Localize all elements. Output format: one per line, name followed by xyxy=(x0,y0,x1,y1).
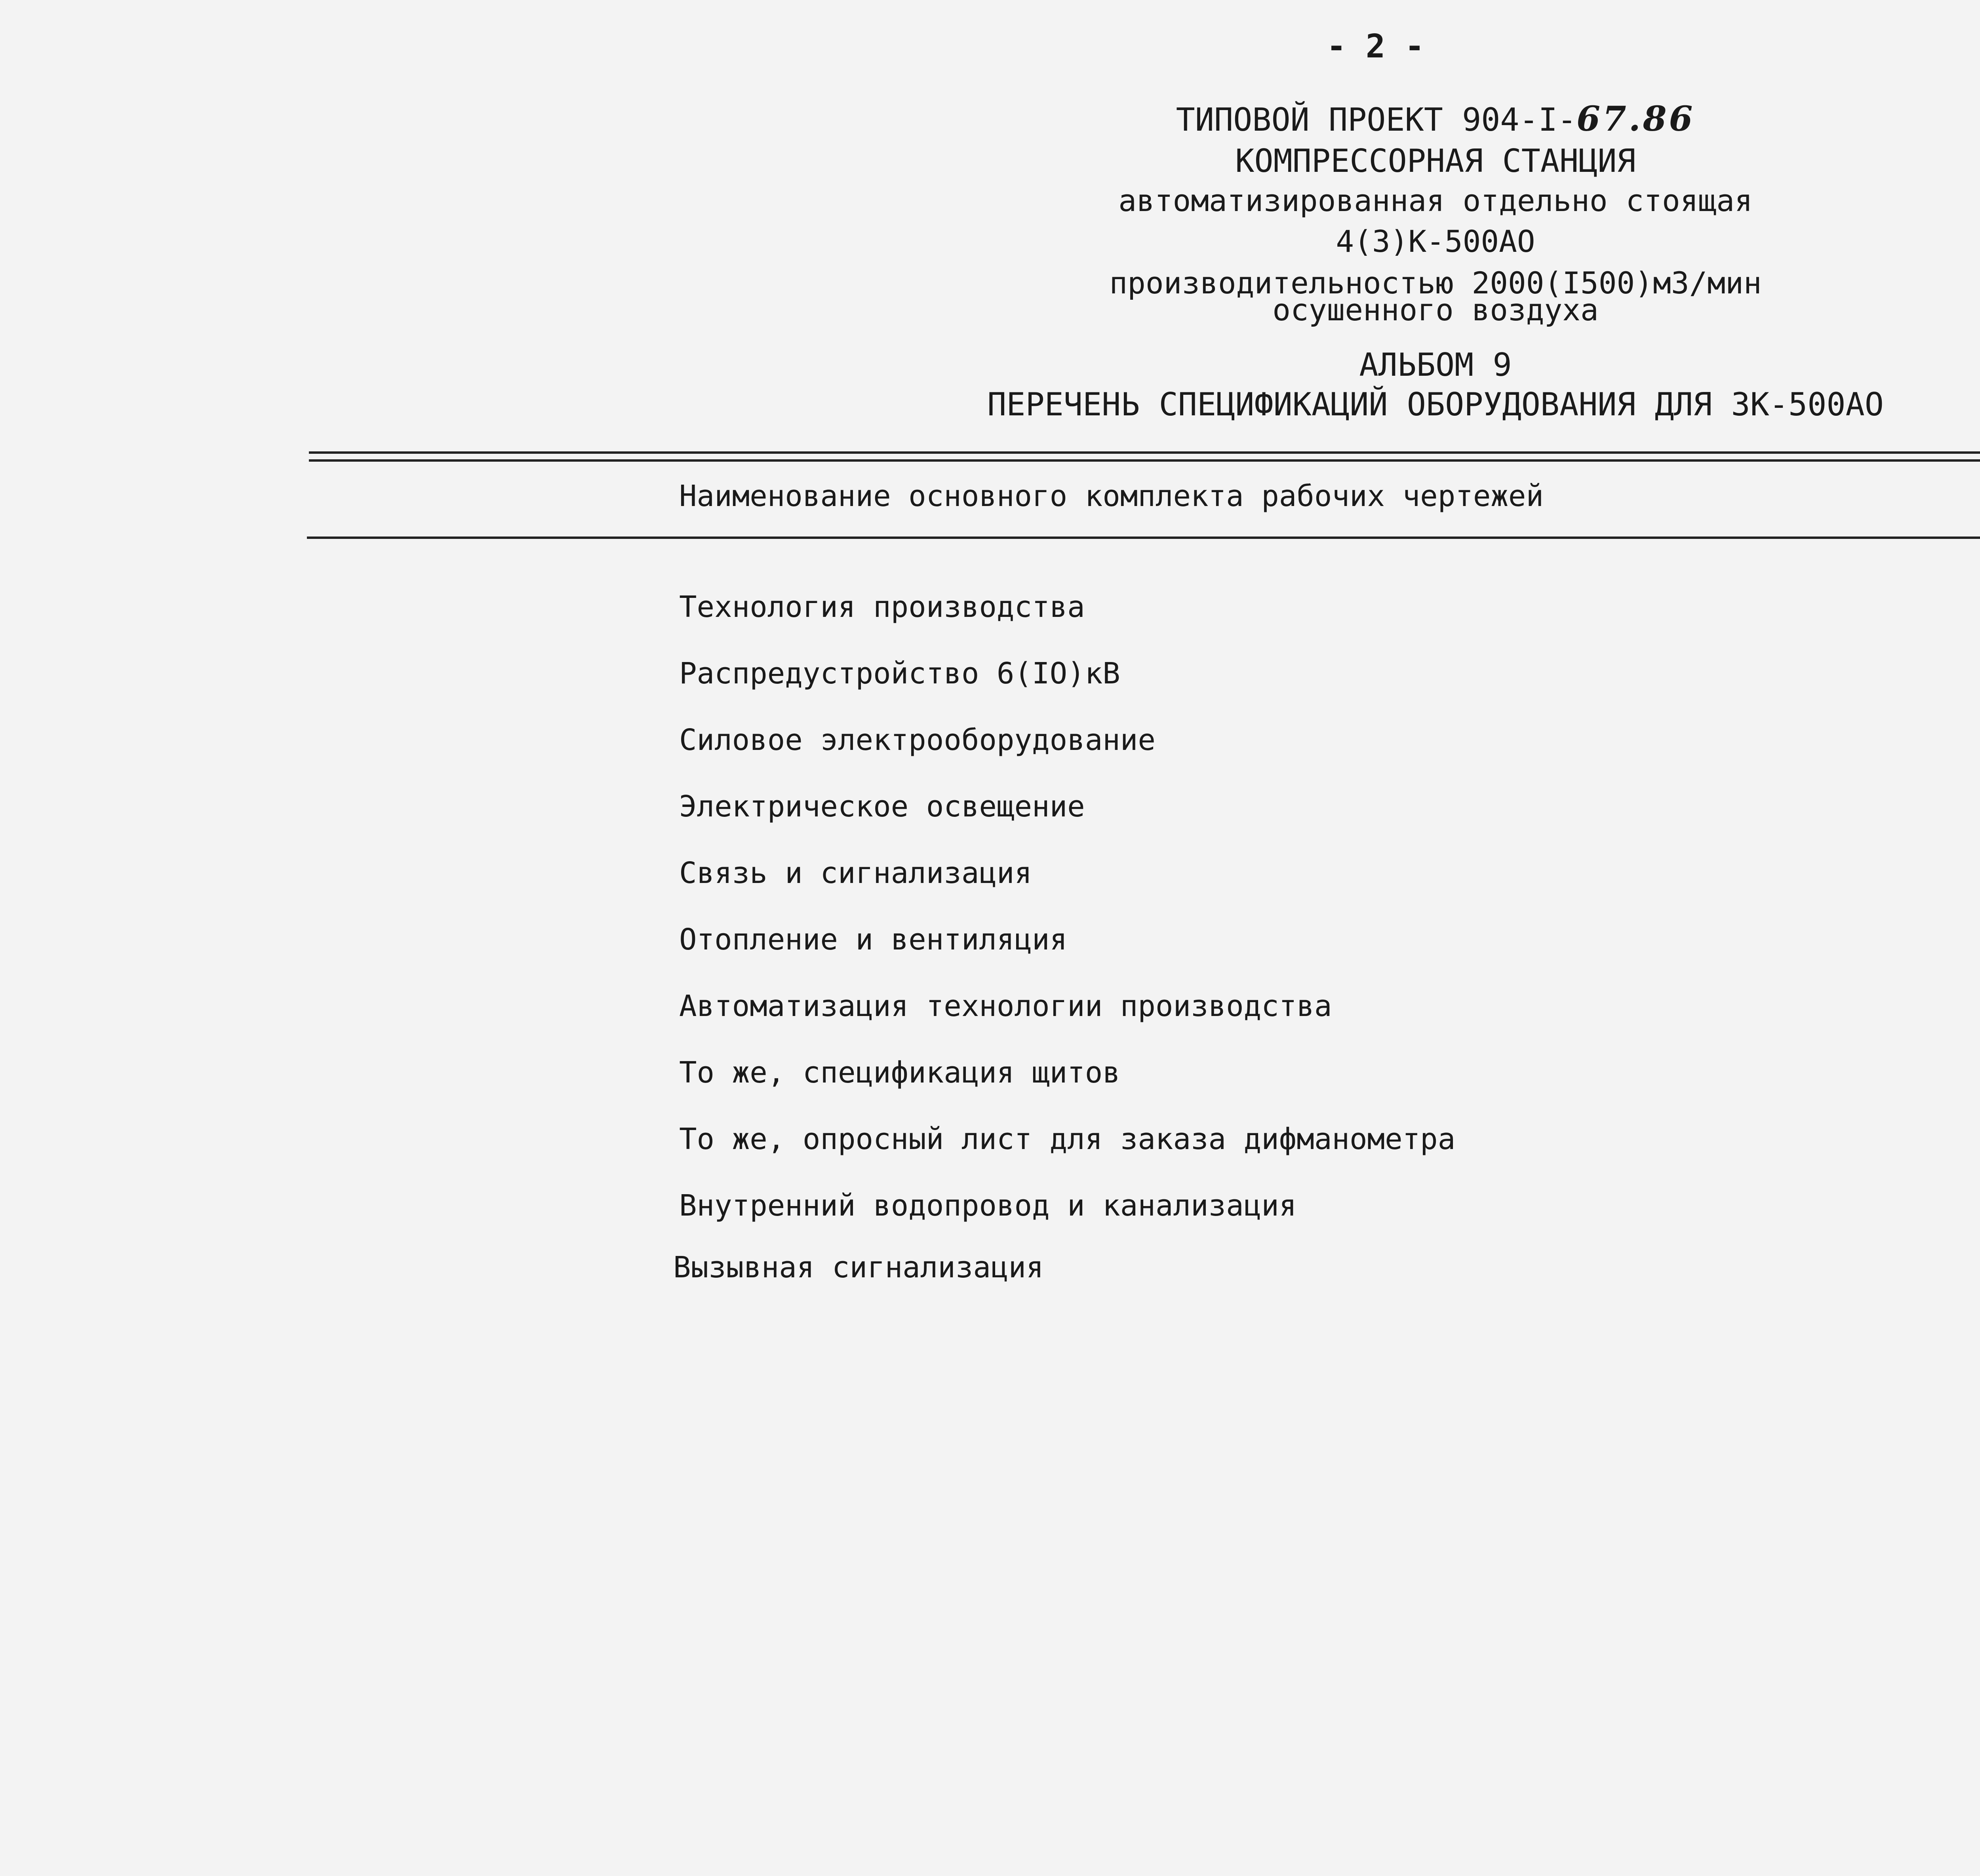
project-title-text: ТИПОВОЙ ПРОЕКТ 904-I- xyxy=(1176,101,1577,138)
document-subtitle: ПЕРЕЧЕНЬ СПЕЦИФИКАЦИЙ ОБОРУДОВАНИЯ ДЛЯ 3К-500АО xyxy=(987,386,1884,423)
project-title xyxy=(0,99,1980,139)
table-row-name: То же, спецификация щитов xyxy=(679,1056,1120,1090)
table-row-name: Технология производства xyxy=(679,590,1085,624)
station-title: КОМПРЕССОРНАЯ СТАНЦИЯ xyxy=(1235,143,1636,179)
table-row-name: Распредустройство 6(IO)кВ xyxy=(679,656,1120,691)
station-capacity-medium: осушенного воздуха xyxy=(1272,292,1599,327)
table-header-rule xyxy=(307,537,1980,539)
table-row-name: Автоматизация технологии производства xyxy=(679,989,1332,1023)
table-row-name: Отопление и вентиляция xyxy=(679,923,1068,957)
table-row-name: Электрическое освещение xyxy=(679,790,1085,824)
page-number: - 2 - xyxy=(1327,28,1424,65)
table-row-name: Внутренний водопровод и канализация xyxy=(679,1189,1297,1223)
table-top-double-rule xyxy=(309,451,1980,462)
album-number: АЛЬБОМ 9 xyxy=(1359,346,1512,383)
station-model: 4(3)К-500АО xyxy=(1336,224,1535,259)
station-type: автоматизированная отдельно стоящая xyxy=(1118,183,1753,218)
table-row-name: Силовое электрооборудование xyxy=(679,723,1156,757)
table-row-name: Вызывная сигнализация xyxy=(673,1250,1044,1284)
table-row-name: То же, опросный лист для заказа дифманометра xyxy=(679,1122,1456,1156)
table-header-name: Наименование основного комплекта рабочих чертежей xyxy=(679,479,1544,513)
station-capacity: производительностью 2000(I500)м3/мин xyxy=(1109,265,1762,301)
handwritten-project-number: 67.86 xyxy=(1576,99,1695,139)
table-row-name: Связь и сигнализация xyxy=(679,856,1032,890)
